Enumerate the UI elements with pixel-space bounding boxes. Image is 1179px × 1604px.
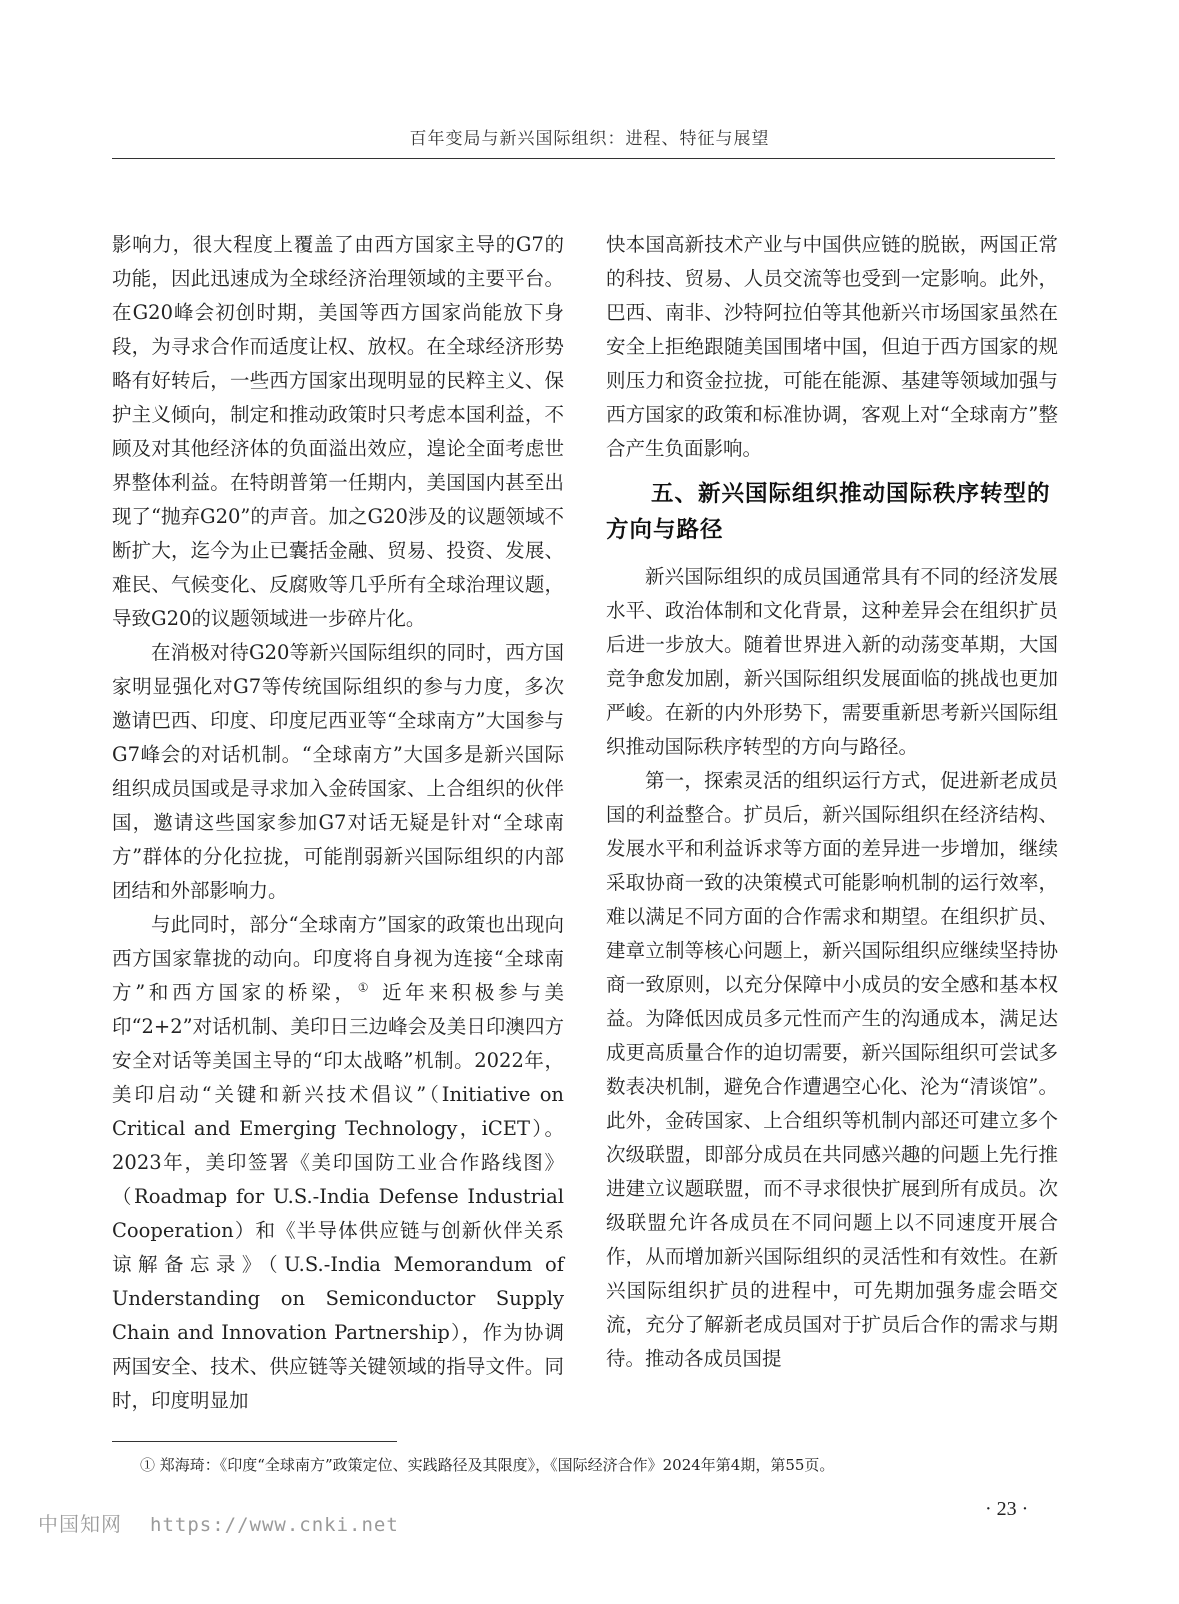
footnote-marker[interactable]: ① bbox=[357, 980, 373, 995]
paragraph-text: 近年来积极参与美印“2+2”对话机制、美印日三边峰会及美日印澳四方安全对话等美国主导的“印太战略”机制。2022年，美印启动“关键和新兴技术倡议”（Initiative on Critical and Emerging Technology，iCET）。2023年，美印签署《美印国防工业合作路线图》（Roadmap for U.S.-India Defense Industrial Cooperation）和《半导体供应链与创新伙伴关系谅解备忘录》（U.S.-India Memorandum of Understanding on Semiconductor Supply Chain and Innovation Partnership），作为协调两国安全、技术、供应链等关键领域的指导文件。同时，印度明显加 bbox=[112, 981, 564, 1412]
section-heading: 五、新兴国际组织推动国际秩序转型的方向与路径 bbox=[606, 481, 1051, 543]
left-column bbox=[112, 228, 564, 1418]
paragraph: 第一，探索灵活的组织运行方式，促进新老成员国的利益整合。扩员后，新兴国际组织在经济结构、发展水平和利益诉求等方面的差异进一步增加，继续采取协商一致的决策模式可能影响机制的运行效率，难以满足不同方面的合作需求和期望。在组织扩员、建章立制等核心问题上，新兴国际组织应继续坚持协商一致原则，以充分保障中小成员的安全感和基本权益。为降低因成员多元性而产生的沟通成本，满足达成更高质量合作的迫切需要，新兴国际组织可尝试多数表决机制，避免合作遭遇空心化、沦为“清谈馆”。此外，金砖国家、上合组织等机制内部还可建立多个次级联盟，即部分成员在共同感兴趣的问题上先行推进建立议题联盟，而不寻求很快扩展到所有成员。次级联盟允许各成员在不同问题上以不同速度开展合作，从而增加新兴国际组织的灵活性和有效性。在新兴国际组织扩员的进程中，可先期加强务虚会晤交流，充分了解新老成员国对于扩员后合作的需求与期待。推动各成员国提 bbox=[606, 769, 1058, 1370]
paragraph: 在消极对待G20等新兴国际组织的同时，西方国家明显强化对G7等传统国际组织的参与力度，多次邀请巴西、印度、印度尼西亚等“全球南方”大国参与G7峰会的对话机制。“全球南方”大国多是新兴国际组织成员国或是寻求加入金砖国家、上合组织的伙伴国，邀请这些国家参加G7对话无疑是针对“全球南方”群体的分化拉拢，可能削弱新兴国际组织的内部团结和外部影响力。 bbox=[112, 641, 564, 902]
page-number: · 23 · bbox=[985, 1498, 1029, 1520]
right-column bbox=[606, 228, 1058, 1376]
paragraph bbox=[112, 908, 564, 1418]
paragraph: 新兴国际组织的成员国通常具有不同的经济发展水平、政治体制和文化背景，这种差异会在组织扩员后进一步放大。随着世界进入新的动荡变革期，大国竞争愈发加剧，新兴国际组织发展面临的挑战也更加严峻。在新的内外形势下，需要重新思考新兴国际组织推动国际秩序转型的方向与路径。 bbox=[606, 565, 1058, 758]
watermark-url[interactable]: https://www.cnki.net bbox=[150, 1514, 399, 1536]
footnote-rule bbox=[112, 1441, 397, 1442]
paragraph: 快本国高新技术产业与中国供应链的脱嵌，两国正常的科技、贸易、人员交流等也受到一定影响。此外，巴西、南非、沙特阿拉伯等其他新兴市场国家虽然在安全上拒绝跟随美国围堵中国，但迫于西方国家的规则压力和资金拉拢，可能在能源、基建等领域加强与西方国家的政策和标准协调，客观上对“全球南方”整合产生负面影响。 bbox=[606, 233, 1058, 460]
watermark-site-name: 中国知网 bbox=[38, 1512, 122, 1536]
paragraph: 影响力，很大程度上覆盖了由西方国家主导的G7的功能，因此迅速成为全球经济治理领域的主要平台。在G20峰会初创时期，美国等西方国家尚能放下身段，为寻求合作而适度让权、放权。在全球经济形势略有好转后，一些西方国家出现明显的民粹主义、保护主义倾向，制定和推动政策时只考虑本国利益，不顾及对其他经济体的负面溢出效应，遑论全面考虑世界整体利益。在特朗普第一任期内，美国国内甚至出现了“抛弃G20”的声音。加之G20涉及的议题领域不断扩大，迄今为止已囊括金融、贸易、投资、发展、难民、气候变化、反腐败等几乎所有全球治理议题，导致G20的议题领域进一步碎片化。 bbox=[112, 233, 564, 630]
header-rule bbox=[112, 158, 1055, 159]
running-title: 百年变局与新兴国际组织：进程、特征与展望 bbox=[409, 129, 770, 149]
watermark bbox=[38, 1508, 399, 1537]
paragraph-text: 与此同时，部分“全球南方”国家的政策也出现向西方国家靠拢的动向。印度将自身视为连接“全球南方”和西方国家的桥梁， bbox=[112, 913, 564, 1004]
footnote: ① 郑海琦：《印度“全球南方”政策定位、实践路径及其限度》，《国际经济合作》2024年第4期，第55页。 bbox=[140, 1456, 835, 1474]
